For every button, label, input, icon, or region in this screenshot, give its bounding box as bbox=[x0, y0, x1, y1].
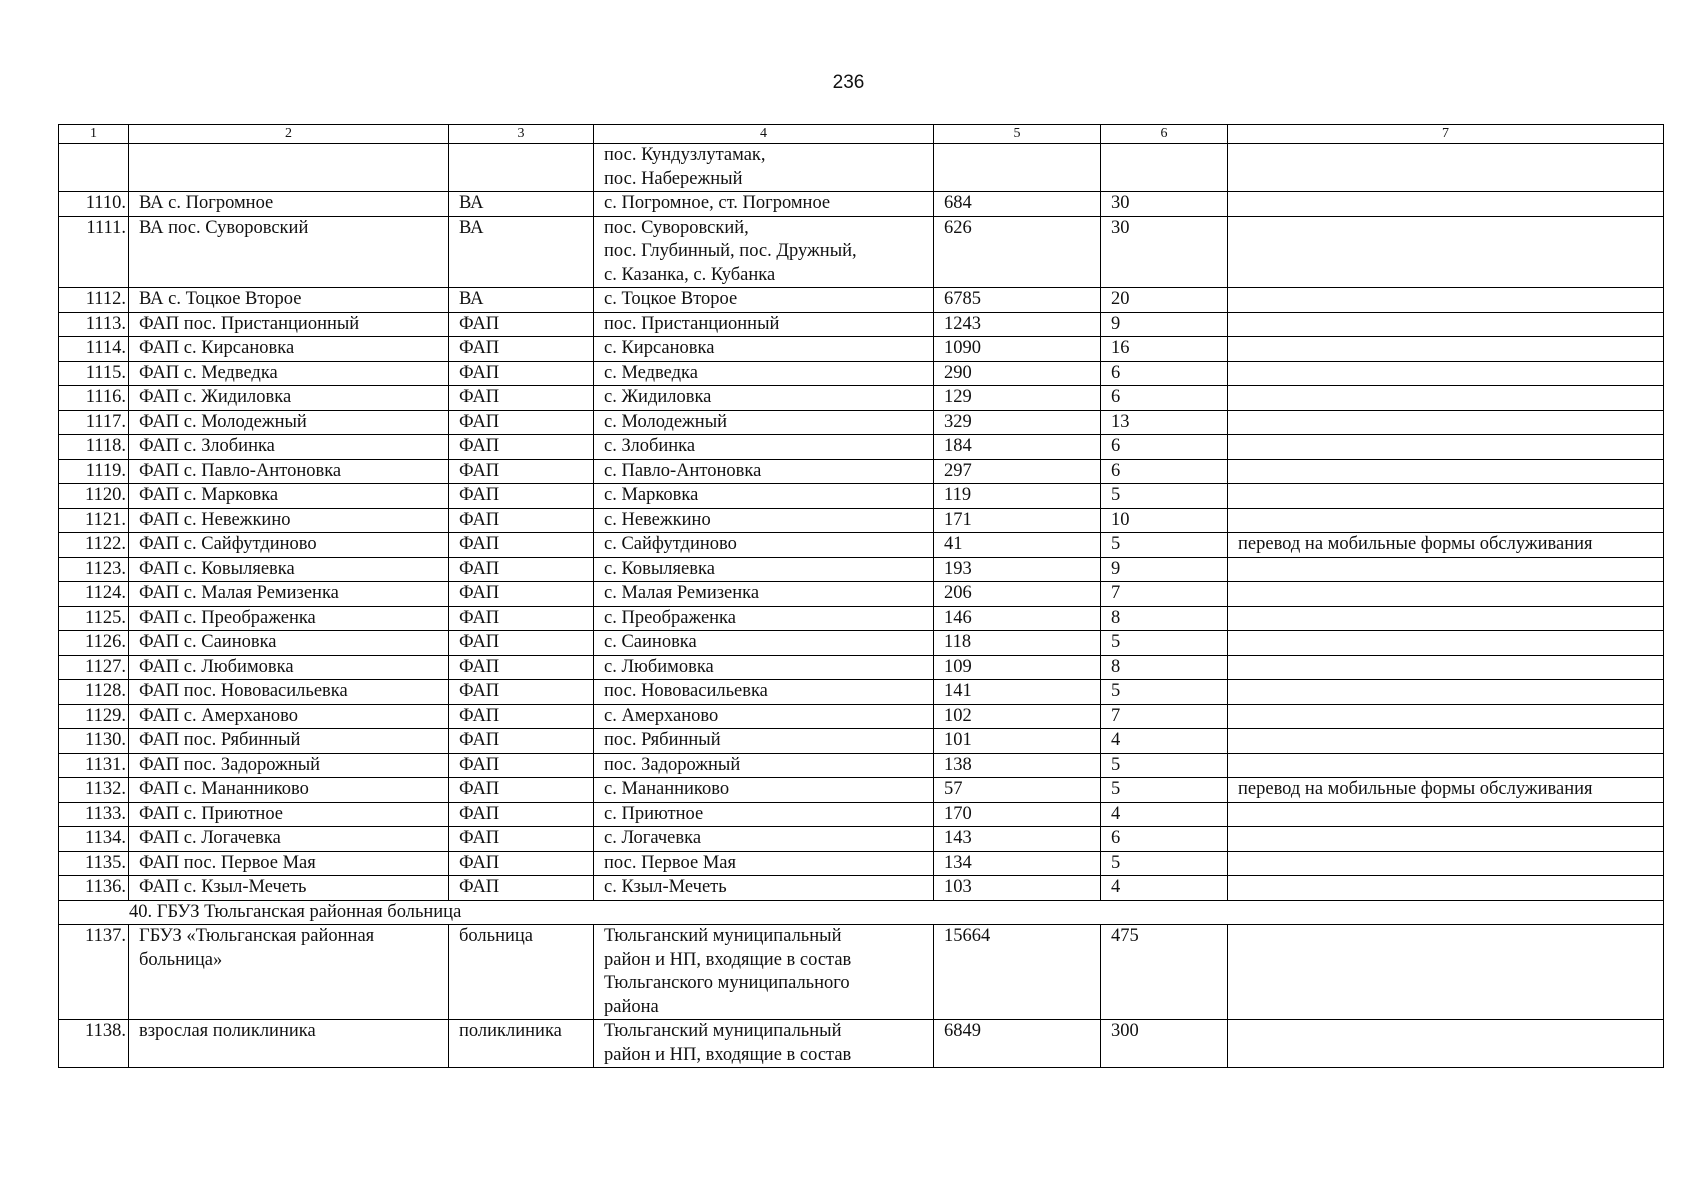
row-number bbox=[59, 144, 129, 192]
settlements-line: с. Логачевка bbox=[604, 828, 702, 848]
table-row bbox=[59, 288, 1664, 313]
distance: 8 bbox=[1101, 655, 1228, 680]
settlements-line: с. Приютное bbox=[604, 803, 704, 824]
settlements-line: района bbox=[604, 996, 659, 1017]
distance: 7 bbox=[1101, 582, 1228, 607]
table-row bbox=[59, 582, 1664, 607]
note bbox=[1228, 1020, 1664, 1068]
column-number: 3 bbox=[449, 125, 594, 144]
row-number: 1129. bbox=[59, 704, 129, 729]
distance: 4 bbox=[1101, 876, 1228, 901]
population: 626 bbox=[934, 216, 1101, 288]
settlements bbox=[594, 1020, 934, 1068]
note bbox=[1228, 410, 1664, 435]
facility-type: ФАП bbox=[449, 508, 594, 533]
facility-name: ФАП с. Ковыляевка bbox=[129, 557, 449, 582]
note bbox=[1228, 802, 1664, 827]
row-number: 1136. bbox=[59, 876, 129, 901]
facility-name: ФАП с. Любимовка bbox=[129, 655, 449, 680]
section-row bbox=[59, 900, 1664, 925]
note bbox=[1228, 361, 1664, 386]
row-number: 1138. bbox=[59, 1020, 129, 1068]
note bbox=[1228, 582, 1664, 607]
distance: 4 bbox=[1101, 729, 1228, 754]
table-row bbox=[59, 386, 1664, 411]
settlements bbox=[594, 704, 934, 729]
facility-type: ФАП bbox=[449, 704, 594, 729]
distance: 6 bbox=[1101, 386, 1228, 411]
population: 129 bbox=[934, 386, 1101, 411]
facility-name: ФАП пос. Рябинный bbox=[129, 729, 449, 754]
population: 684 bbox=[934, 192, 1101, 217]
facility-name: ВА с. Погромное bbox=[129, 192, 449, 217]
population: 184 bbox=[934, 435, 1101, 460]
settlements-line: с. Ковыляевка bbox=[604, 558, 715, 579]
note: перевод на мобильные формы обслуживания bbox=[1228, 533, 1664, 558]
settlements bbox=[594, 386, 934, 411]
settlements-line: с. Павло-Антоновка bbox=[604, 460, 762, 481]
table-row bbox=[59, 827, 1664, 852]
note bbox=[1228, 876, 1664, 901]
population: 57 bbox=[934, 778, 1101, 803]
population: 119 bbox=[934, 484, 1101, 509]
row-number: 1110. bbox=[59, 192, 129, 217]
settlements-line: пос. Суворовский, bbox=[604, 217, 749, 238]
settlements-line: пос. Рябинный bbox=[604, 730, 721, 750]
row-number: 1111. bbox=[59, 216, 129, 288]
facility-type: ФАП bbox=[449, 876, 594, 901]
settlements bbox=[594, 192, 934, 217]
settlements bbox=[594, 925, 934, 1020]
population: 1243 bbox=[934, 312, 1101, 337]
table-row bbox=[59, 410, 1664, 435]
column-number: 1 bbox=[59, 125, 129, 144]
facility-name-line: взрослая поликлиника bbox=[139, 1021, 316, 1041]
settlements-line: Тюльганский муниципальный bbox=[604, 1021, 842, 1041]
settlements bbox=[594, 802, 934, 827]
note bbox=[1228, 484, 1664, 509]
facility-type: больница bbox=[449, 925, 594, 1020]
facility-name: ФАП с. Амерханово bbox=[129, 704, 449, 729]
settlements-line: с. Марковка bbox=[604, 485, 699, 505]
facility-type: ФАП bbox=[449, 655, 594, 680]
note bbox=[1228, 459, 1664, 484]
facility-name: ФАП пос. Нововасильевка bbox=[129, 680, 449, 705]
settlements bbox=[594, 312, 934, 337]
settlements-line: с. Амерханово bbox=[604, 705, 719, 726]
settlements-line: район и НП, входящие в состав bbox=[604, 1044, 852, 1065]
facility-type: ФАП bbox=[449, 557, 594, 582]
table-row bbox=[59, 655, 1664, 680]
note bbox=[1228, 435, 1664, 460]
distance: 9 bbox=[1101, 312, 1228, 337]
settlements bbox=[594, 631, 934, 656]
facility-type: ФАП bbox=[449, 827, 594, 852]
facility-type: ФАП bbox=[449, 312, 594, 337]
facility-type: ФАП bbox=[449, 337, 594, 362]
table-row bbox=[59, 192, 1664, 217]
row-number: 1131. bbox=[59, 753, 129, 778]
facility-type: ВА bbox=[449, 192, 594, 217]
facility-type: ФАП bbox=[449, 753, 594, 778]
distance: 20 bbox=[1101, 288, 1228, 313]
note bbox=[1228, 680, 1664, 705]
facility-name bbox=[129, 925, 449, 1020]
settlements bbox=[594, 361, 934, 386]
facility-type: ФАП bbox=[449, 606, 594, 631]
note bbox=[1228, 508, 1664, 533]
facility-type: ФАП bbox=[449, 386, 594, 411]
row-number: 1134. bbox=[59, 827, 129, 852]
row-number: 1128. bbox=[59, 680, 129, 705]
facility-name: ФАП с. Марковка bbox=[129, 484, 449, 509]
distance: 9 bbox=[1101, 557, 1228, 582]
settlements-line: с. Преображенка bbox=[604, 607, 736, 628]
distance bbox=[1101, 144, 1228, 192]
table-row bbox=[59, 216, 1664, 288]
distance: 5 bbox=[1101, 680, 1228, 705]
facility-name: ФАП с. Павло-Антоновка bbox=[129, 459, 449, 484]
row-number: 1135. bbox=[59, 851, 129, 876]
column-number: 2 bbox=[129, 125, 449, 144]
facility-name bbox=[129, 1020, 449, 1068]
facility-name bbox=[129, 144, 449, 192]
note bbox=[1228, 827, 1664, 852]
distance: 5 bbox=[1101, 851, 1228, 876]
table-row bbox=[59, 484, 1664, 509]
settlements-line: Тюльганского муниципального bbox=[604, 973, 850, 993]
population: 329 bbox=[934, 410, 1101, 435]
note bbox=[1228, 288, 1664, 313]
row-number: 1127. bbox=[59, 655, 129, 680]
row-number: 1117. bbox=[59, 410, 129, 435]
table-row bbox=[59, 753, 1664, 778]
facility-name: ФАП с. Жидиловка bbox=[129, 386, 449, 411]
distance: 10 bbox=[1101, 508, 1228, 533]
facility-name: ФАП с. Кирсановка bbox=[129, 337, 449, 362]
note bbox=[1228, 753, 1664, 778]
settlements-line: с. Казанка, с. Кубанка bbox=[604, 264, 776, 285]
settlements-line: с. Медведка bbox=[604, 362, 698, 383]
distance: 5 bbox=[1101, 631, 1228, 656]
facility-name: ФАП с. Медведка bbox=[129, 361, 449, 386]
facility-name: ФАП с. Молодежный bbox=[129, 410, 449, 435]
facility-type: ФАП bbox=[449, 459, 594, 484]
settlements-line: с. Жидиловка bbox=[604, 387, 712, 407]
row-number: 1114. bbox=[59, 337, 129, 362]
row-number: 1125. bbox=[59, 606, 129, 631]
settlements bbox=[594, 729, 934, 754]
facility-type: ФАП bbox=[449, 851, 594, 876]
note bbox=[1228, 606, 1664, 631]
distance: 6 bbox=[1101, 459, 1228, 484]
settlements-line: с. Малая Ремизенка bbox=[604, 583, 760, 603]
settlements bbox=[594, 655, 934, 680]
row-number: 1119. bbox=[59, 459, 129, 484]
facility-type: ФАП bbox=[449, 484, 594, 509]
table-row bbox=[59, 361, 1664, 386]
settlements-line: пос. Первое Мая bbox=[604, 852, 736, 873]
table-row bbox=[59, 144, 1664, 192]
column-number: 6 bbox=[1101, 125, 1228, 144]
facility-name: ФАП с. Саиновка bbox=[129, 631, 449, 656]
settlements bbox=[594, 851, 934, 876]
settlements bbox=[594, 216, 934, 288]
facility-type: ФАП bbox=[449, 631, 594, 656]
facility-name: ФАП с. Сайфутдиново bbox=[129, 533, 449, 558]
settlements bbox=[594, 410, 934, 435]
distance: 30 bbox=[1101, 192, 1228, 217]
facility-name: ВА с. Тоцкое Второе bbox=[129, 288, 449, 313]
population: 297 bbox=[934, 459, 1101, 484]
facility-name: ФАП с. Злобинка bbox=[129, 435, 449, 460]
settlements-line: пос. Пристанционный bbox=[604, 313, 780, 334]
table-row bbox=[59, 851, 1664, 876]
table-row bbox=[59, 876, 1664, 901]
settlements-line: пос. Набережный bbox=[604, 168, 743, 189]
note bbox=[1228, 216, 1664, 288]
population: 290 bbox=[934, 361, 1101, 386]
population: 6849 bbox=[934, 1020, 1101, 1068]
row-number: 1121. bbox=[59, 508, 129, 533]
population bbox=[934, 144, 1101, 192]
settlements-line: с. Сайфутдиново bbox=[604, 534, 737, 554]
settlements-line: пос. Нововасильевка bbox=[604, 681, 768, 701]
row-number: 1115. bbox=[59, 361, 129, 386]
row-number: 1137. bbox=[59, 925, 129, 1020]
table-row bbox=[59, 435, 1664, 460]
row-number: 1130. bbox=[59, 729, 129, 754]
settlements-line: район и НП, входящие в состав bbox=[604, 949, 852, 970]
note bbox=[1228, 729, 1664, 754]
settlements bbox=[594, 582, 934, 607]
row-number: 1126. bbox=[59, 631, 129, 656]
population: 102 bbox=[934, 704, 1101, 729]
facility-type: ФАП bbox=[449, 778, 594, 803]
settlements-line: с. Погромное, ст. Погромное bbox=[604, 193, 831, 213]
facility-type: ФАП bbox=[449, 582, 594, 607]
settlements-line: с. Тоцкое Второе bbox=[604, 289, 738, 309]
population: 134 bbox=[934, 851, 1101, 876]
row-number: 1116. bbox=[59, 386, 129, 411]
population: 141 bbox=[934, 680, 1101, 705]
facility-name: ФАП пос. Пристанционный bbox=[129, 312, 449, 337]
facility-name: ФАП с. Преображенка bbox=[129, 606, 449, 631]
facility-name-line: больница» bbox=[139, 949, 223, 970]
facility-name-line: ГБУЗ «Тюльганская районная bbox=[139, 926, 375, 946]
facility-type bbox=[449, 144, 594, 192]
column-number: 7 bbox=[1228, 125, 1664, 144]
row-number: 1118. bbox=[59, 435, 129, 460]
population: 15664 bbox=[934, 925, 1101, 1020]
distance: 300 bbox=[1101, 1020, 1228, 1068]
facility-name: ФАП с. Кзыл-Мечеть bbox=[129, 876, 449, 901]
page-number: 236 bbox=[832, 72, 865, 93]
note bbox=[1228, 557, 1664, 582]
facility-type: ФАП bbox=[449, 361, 594, 386]
table-row bbox=[59, 508, 1664, 533]
facility-name: ФАП пос. Задорожный bbox=[129, 753, 449, 778]
population: 118 bbox=[934, 631, 1101, 656]
distance: 6 bbox=[1101, 435, 1228, 460]
distance: 4 bbox=[1101, 802, 1228, 827]
row-number: 1122. bbox=[59, 533, 129, 558]
facility-name: ФАП с. Мананниково bbox=[129, 778, 449, 803]
settlements-line: с. Саиновка bbox=[604, 632, 697, 652]
row-number: 1112. bbox=[59, 288, 129, 313]
population: 41 bbox=[934, 533, 1101, 558]
population: 193 bbox=[934, 557, 1101, 582]
row-number: 1113. bbox=[59, 312, 129, 337]
table-row bbox=[59, 631, 1664, 656]
settlements-line: с. Кзыл-Мечеть bbox=[604, 877, 727, 897]
settlements bbox=[594, 435, 934, 460]
settlements bbox=[594, 459, 934, 484]
column-number: 4 bbox=[594, 125, 934, 144]
distance: 5 bbox=[1101, 778, 1228, 803]
distance: 7 bbox=[1101, 704, 1228, 729]
settlements-line: с. Мананниково bbox=[604, 779, 730, 799]
distance: 475 bbox=[1101, 925, 1228, 1020]
table-row bbox=[59, 778, 1664, 803]
facility-type: ФАП bbox=[449, 802, 594, 827]
distance: 6 bbox=[1101, 361, 1228, 386]
table-row bbox=[59, 925, 1664, 1020]
note bbox=[1228, 337, 1664, 362]
table-row bbox=[59, 1020, 1664, 1068]
table-row bbox=[59, 337, 1664, 362]
settlements bbox=[594, 508, 934, 533]
population: 143 bbox=[934, 827, 1101, 852]
distance: 5 bbox=[1101, 753, 1228, 778]
distance: 5 bbox=[1101, 484, 1228, 509]
facility-type: ФАП bbox=[449, 435, 594, 460]
facility-type: ФАП bbox=[449, 680, 594, 705]
facility-type: ВА bbox=[449, 216, 594, 288]
note bbox=[1228, 655, 1664, 680]
table-row bbox=[59, 704, 1664, 729]
note bbox=[1228, 386, 1664, 411]
note bbox=[1228, 851, 1664, 876]
facility-type: ФАП bbox=[449, 729, 594, 754]
table-row bbox=[59, 606, 1664, 631]
facility-type: ФАП bbox=[449, 533, 594, 558]
note bbox=[1228, 631, 1664, 656]
settlements-line: пос. Глубинный, пос. Дружный, bbox=[604, 241, 857, 261]
facility-type: поликлиника bbox=[449, 1020, 594, 1068]
note bbox=[1228, 312, 1664, 337]
facility-name: ФАП с. Логачевка bbox=[129, 827, 449, 852]
note bbox=[1228, 144, 1664, 192]
distance: 5 bbox=[1101, 533, 1228, 558]
section-title: 40. ГБУЗ Тюльганская районная больница bbox=[59, 900, 1664, 925]
table-row bbox=[59, 557, 1664, 582]
settlements bbox=[594, 288, 934, 313]
facility-name: ФАП пос. Первое Мая bbox=[129, 851, 449, 876]
row-number: 1123. bbox=[59, 557, 129, 582]
table-row bbox=[59, 802, 1664, 827]
note bbox=[1228, 925, 1664, 1020]
settlements-line: с. Злобинка bbox=[604, 436, 696, 456]
settlements-line: пос. Кундузлутамак, bbox=[604, 145, 766, 165]
settlements-line: Тюльганский муниципальный bbox=[604, 926, 842, 946]
facility-name: ВА пос. Суворовский bbox=[129, 216, 449, 288]
note: перевод на мобильные формы обслуживания bbox=[1228, 778, 1664, 803]
table-row bbox=[59, 312, 1664, 337]
settlements bbox=[594, 533, 934, 558]
table-row bbox=[59, 680, 1664, 705]
settlements bbox=[594, 557, 934, 582]
settlements bbox=[594, 337, 934, 362]
facilities-table bbox=[58, 124, 1664, 1068]
distance: 6 bbox=[1101, 827, 1228, 852]
settlements-line: с. Молодежный bbox=[604, 411, 728, 432]
population: 138 bbox=[934, 753, 1101, 778]
row-number: 1132. bbox=[59, 778, 129, 803]
population: 109 bbox=[934, 655, 1101, 680]
distance: 13 bbox=[1101, 410, 1228, 435]
settlements bbox=[594, 484, 934, 509]
note bbox=[1228, 192, 1664, 217]
table-row bbox=[59, 459, 1664, 484]
column-number-row bbox=[59, 125, 1664, 144]
settlements bbox=[594, 778, 934, 803]
population: 103 bbox=[934, 876, 1101, 901]
distance: 8 bbox=[1101, 606, 1228, 631]
row-number: 1120. bbox=[59, 484, 129, 509]
facility-name: ФАП с. Приютное bbox=[129, 802, 449, 827]
settlements-line: с. Кирсановка bbox=[604, 338, 715, 358]
note bbox=[1228, 704, 1664, 729]
row-number: 1124. bbox=[59, 582, 129, 607]
population: 101 bbox=[934, 729, 1101, 754]
facility-type: ВА bbox=[449, 288, 594, 313]
row-number: 1133. bbox=[59, 802, 129, 827]
table-row bbox=[59, 533, 1664, 558]
distance: 16 bbox=[1101, 337, 1228, 362]
population: 6785 bbox=[934, 288, 1101, 313]
settlements bbox=[594, 876, 934, 901]
facility-type: ФАП bbox=[449, 410, 594, 435]
settlements-line: пос. Задорожный bbox=[604, 754, 741, 775]
facility-name: ФАП с. Малая Ремизенка bbox=[129, 582, 449, 607]
population: 171 bbox=[934, 508, 1101, 533]
distance: 30 bbox=[1101, 216, 1228, 288]
column-number: 5 bbox=[934, 125, 1101, 144]
settlements bbox=[594, 827, 934, 852]
population: 146 bbox=[934, 606, 1101, 631]
settlements-line: с. Невежкино bbox=[604, 509, 711, 530]
facility-name: ФАП с. Невежкино bbox=[129, 508, 449, 533]
settlements bbox=[594, 680, 934, 705]
settlements bbox=[594, 753, 934, 778]
population: 170 bbox=[934, 802, 1101, 827]
table-row bbox=[59, 729, 1664, 754]
settlements bbox=[594, 144, 934, 192]
settlements-line: с. Любимовка bbox=[604, 656, 714, 677]
population: 206 bbox=[934, 582, 1101, 607]
settlements bbox=[594, 606, 934, 631]
population: 1090 bbox=[934, 337, 1101, 362]
